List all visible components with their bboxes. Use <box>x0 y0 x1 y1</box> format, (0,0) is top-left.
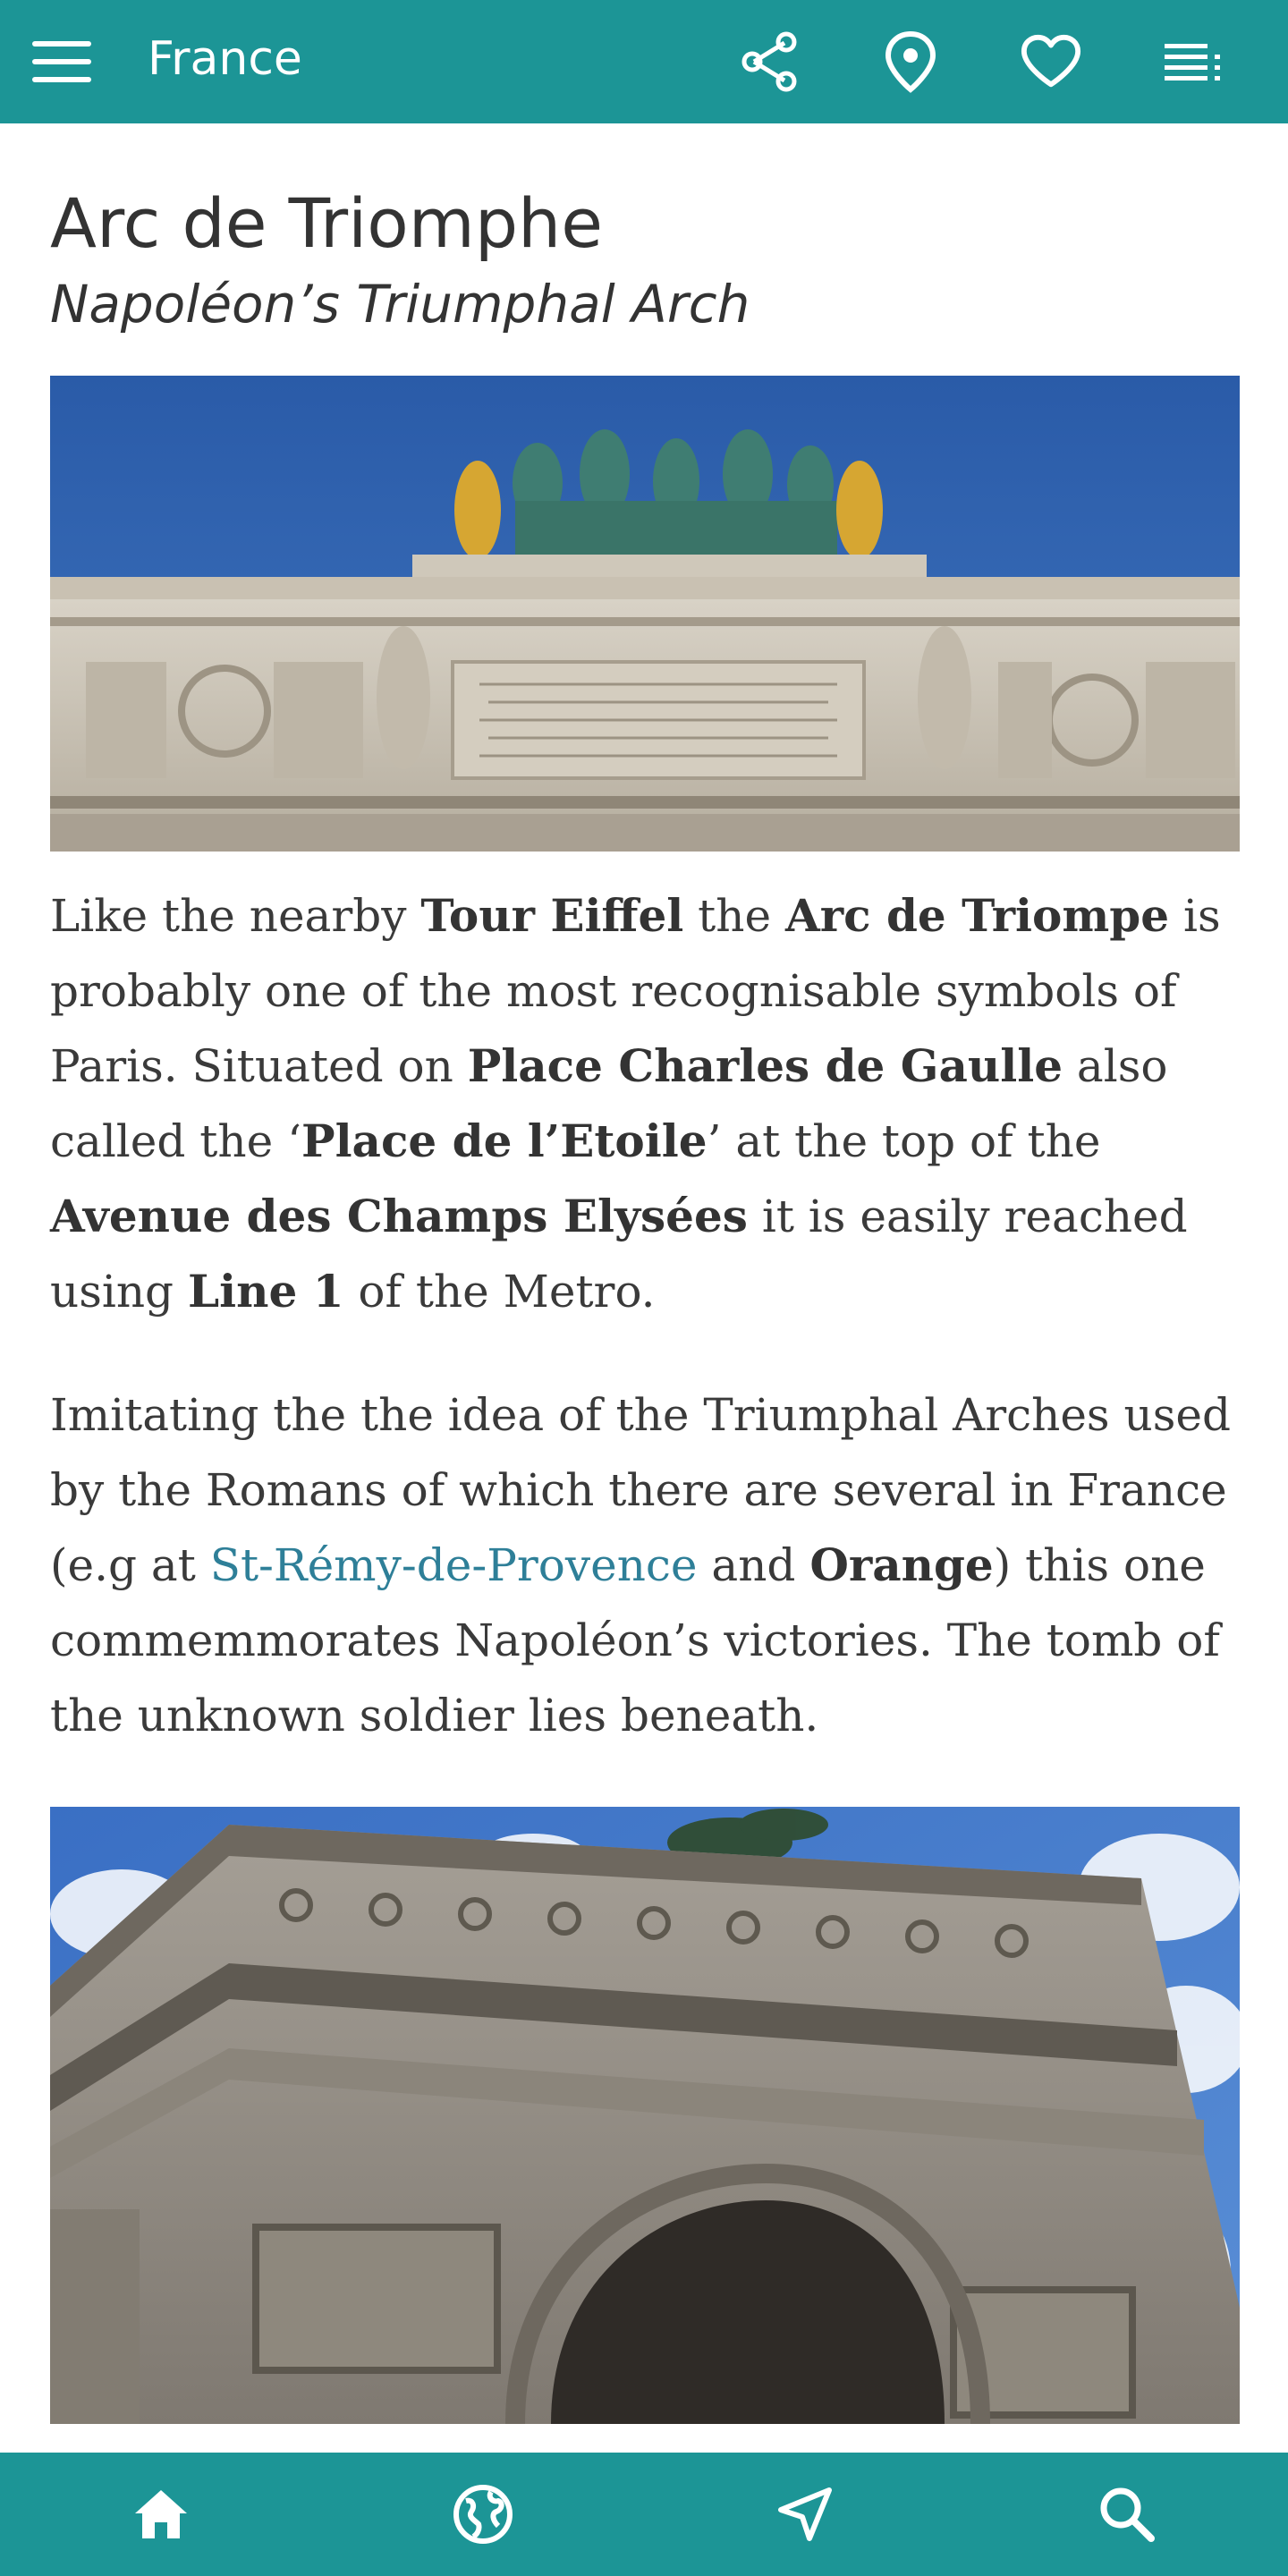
home-icon[interactable] <box>130 2483 192 2546</box>
article-subtitle: Napoléon’s Triumphal Arch <box>50 274 750 335</box>
bottom-navigation <box>0 2453 1288 2576</box>
search-icon[interactable] <box>1096 2483 1158 2546</box>
globe-icon[interactable] <box>452 2483 514 2546</box>
top-app-bar <box>0 0 1288 123</box>
article-title: Arc de Triomphe <box>50 183 603 263</box>
article-paragraph-1: Like the nearby Tour Eiffel the Arc de Triompe is probably one of the most recognisable symbols of Paris. Situated on Place Charles de Gaulle also called the ‘Place de l’Etoile’ at the top of the Avenue des Champs Elysées it is easily reached using Line 1 of the Metro. <box>50 889 1221 1318</box>
arch-statues-photo <box>50 376 1240 852</box>
app-title: France <box>148 32 302 86</box>
heart-icon[interactable] <box>1020 30 1082 93</box>
article-content <box>50 123 1240 2424</box>
share-icon[interactable] <box>738 30 801 93</box>
st-remy-link[interactable]: St-Rémy-de-Provence <box>209 1539 698 1591</box>
list-icon[interactable] <box>1163 30 1225 93</box>
arch-view-photo <box>50 1807 1240 2424</box>
article-paragraph-2: Imitating the the idea of the Triumphal Arches used by the Romans of which there are several in France (e.g at St-Rémy-de-Provence and Orange) this one commemmorates Napoléon’s victories. The tomb of the unknown soldier lies beneath. <box>50 1389 1231 1741</box>
navigation-icon[interactable] <box>774 2483 836 2546</box>
location-pin-icon[interactable] <box>879 30 942 93</box>
menu-icon[interactable] <box>30 30 93 93</box>
